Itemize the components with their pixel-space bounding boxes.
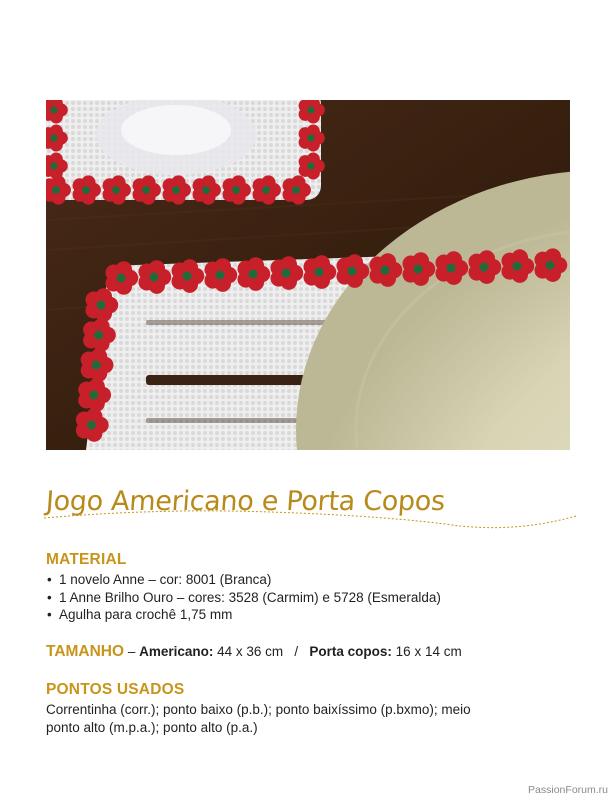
pontos-section	[46, 681, 586, 736]
material-list	[46, 571, 586, 624]
tamanho-heading: TAMANHO	[46, 643, 125, 660]
page-title: Jogo Americano e Porta Copos	[44, 486, 446, 517]
pontos-heading: PONTOS USADOS	[46, 681, 185, 698]
tamanho-section	[46, 643, 586, 661]
title-block	[40, 478, 580, 538]
material-item: • 1 novelo Anne – cor: 8001 (Branca)	[46, 571, 586, 589]
watermark: PassionForum.ru	[528, 784, 608, 796]
crochet-placemat-image	[46, 100, 570, 450]
pontos-text: Correntinha (corr.); ponto baixo (p.b.); ponto baixíssimo (p.bxmo); meio ponto alto (m.p.a.); ponto alto (p.a.)	[46, 702, 471, 735]
porta-copos-label: Porta copos:	[309, 644, 392, 659]
material-item: • 1 Anne Brilho Ouro – cores: 3528 (Carmim) e 5728 (Esmeralda)	[46, 589, 586, 607]
porta-copos-value: 16 x 14 cm	[391, 644, 462, 659]
americano-value: 44 x 36 cm /	[213, 644, 310, 659]
material-section	[46, 551, 586, 624]
tamanho-dash: –	[124, 644, 140, 659]
hero-photo	[46, 100, 570, 450]
americano-label: Americano:	[139, 644, 214, 659]
material-heading: MATERIAL	[46, 551, 127, 568]
material-item: • Agulha para crochê 1,75 mm	[46, 606, 586, 624]
